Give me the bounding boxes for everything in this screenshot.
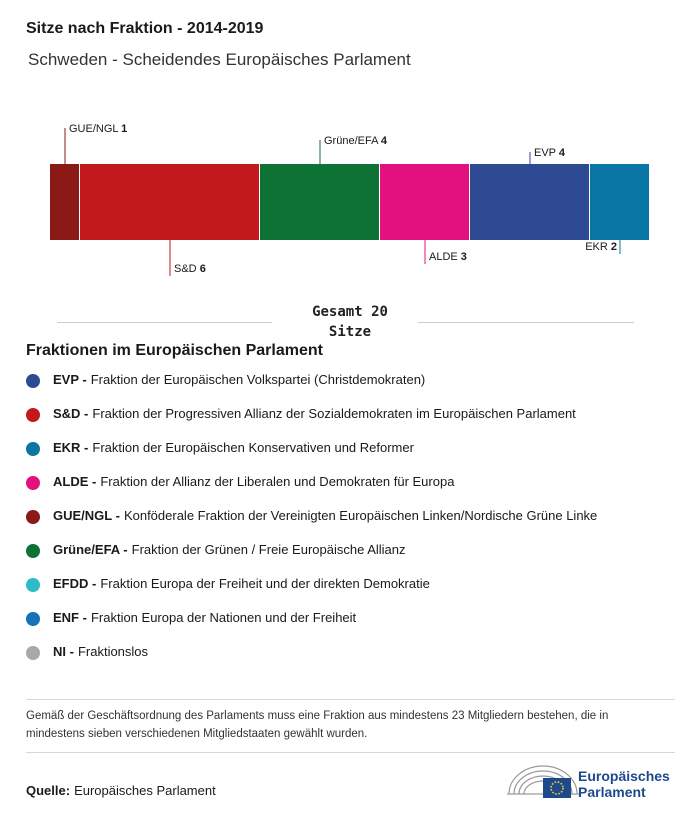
legend-list: [26, 371, 597, 677]
legend-description: Fraktion der Europäischen Volkspartei (Christdemokraten): [90, 372, 426, 387]
legend-description: Fraktionslos: [77, 644, 149, 659]
eu-flag-icon: [543, 778, 571, 798]
legend-abbr: Grüne/EFA -: [53, 542, 128, 557]
segment-label-gue-ngl: GUE/NGL 1: [69, 123, 128, 135]
bar-segment-ekr: [590, 164, 649, 240]
bar-segment-gr-ne-efa: [260, 164, 379, 240]
source-label: Quelle:: [26, 783, 71, 798]
bar-segment-gue-ngl: [50, 164, 79, 240]
chart-subtitle: Schweden - Scheidendes Europäisches Parlament: [28, 50, 411, 69]
legend-abbr: ALDE -: [53, 474, 97, 489]
legend-description: Fraktion der Europäischen Konservativen und Reformer: [92, 440, 414, 455]
legend-item-efdd: [26, 575, 597, 609]
legend-color-dot: [26, 544, 40, 558]
segment-label-evp: EVP 4: [534, 147, 565, 159]
legend-abbr: NI -: [53, 644, 74, 659]
legend-description: Fraktion Europa der Nationen und der Freiheit: [90, 610, 357, 625]
legend-item-enf: [26, 609, 597, 643]
footnote: Gemäß der Geschäftsordnung des Parlaments muss eine Fraktion aus mindestens 23 Mitgliedern bestehen, die in mindestens sieben verschiedenen Mitgliedstaaten gewählt wurden.: [26, 710, 609, 740]
legend-abbr: EVP -: [53, 372, 87, 387]
bar-segment-evp: [470, 164, 589, 240]
seat-bar-chart: [0, 0, 700, 300]
legend-abbr: ENF -: [53, 610, 87, 625]
legend-color-dot: [26, 442, 40, 456]
segment-label-alde: ALDE 3: [429, 251, 467, 263]
footer-divider-top: [26, 699, 675, 700]
chart-title: Sitze nach Fraktion - 2014-2019: [26, 20, 264, 37]
legend-abbr: GUE/NGL -: [53, 508, 120, 523]
legend-description: Konföderale Fraktion der Vereinigten Europäischen Linken/Nordische Grüne Linke: [123, 508, 598, 523]
total-divider-right: [418, 322, 634, 323]
legend-description: Fraktion der Allianz der Liberalen und Demokraten für Europa: [100, 474, 455, 489]
legend-item-evp: [26, 371, 597, 405]
legend-description: Fraktion der Grünen / Freie Europäische Allianz: [131, 542, 406, 557]
legend-item-s-d: [26, 405, 597, 439]
legend-color-dot: [26, 646, 40, 660]
total-divider-left: [57, 322, 272, 323]
legend-color-dot: [26, 510, 40, 524]
legend-item-gr-ne-efa: [26, 541, 597, 575]
segment-label-gr-ne-efa: Grüne/EFA 4: [324, 135, 387, 147]
legend-color-dot: [26, 476, 40, 490]
bar-segment-alde: [380, 164, 469, 240]
legend-abbr: S&D -: [53, 406, 89, 421]
legend-abbr: EFDD -: [53, 576, 97, 591]
legend-color-dot: [26, 374, 40, 388]
legend-title: Fraktionen im Europäischen Parlament: [26, 342, 323, 359]
total-seats: [280, 302, 420, 342]
source-value: Europäisches Parlament: [74, 783, 216, 798]
legend-color-dot: [26, 408, 40, 422]
legend-color-dot: [26, 578, 40, 592]
footer-divider-bottom: [26, 752, 675, 753]
total-unit: Sitze: [328, 324, 372, 340]
legend-item-alde: [26, 473, 597, 507]
legend-item-ni: [26, 643, 597, 677]
logo-line-1: Europäisches: [578, 768, 670, 784]
legend-color-dot: [26, 612, 40, 626]
legend-item-ekr: [26, 439, 597, 473]
logo-line-2: Parlament: [578, 784, 646, 800]
segment-label-s-d: S&D 6: [174, 263, 206, 275]
legend-abbr: EKR -: [53, 440, 89, 455]
logo-text: [578, 768, 670, 800]
total-label: Gesamt 20: [312, 304, 388, 320]
legend-description: Fraktion der Progressiven Allianz der Sozialdemokraten im Europäischen Parlament: [92, 406, 576, 421]
bar-segment-s-d: [80, 164, 259, 240]
legend-description: Fraktion Europa der Freiheit und der direkten Demokratie: [100, 576, 430, 591]
segment-label-ekr: EKR 2: [585, 241, 617, 253]
source-line: [26, 783, 216, 798]
legend-item-gue-ngl: [26, 507, 597, 541]
